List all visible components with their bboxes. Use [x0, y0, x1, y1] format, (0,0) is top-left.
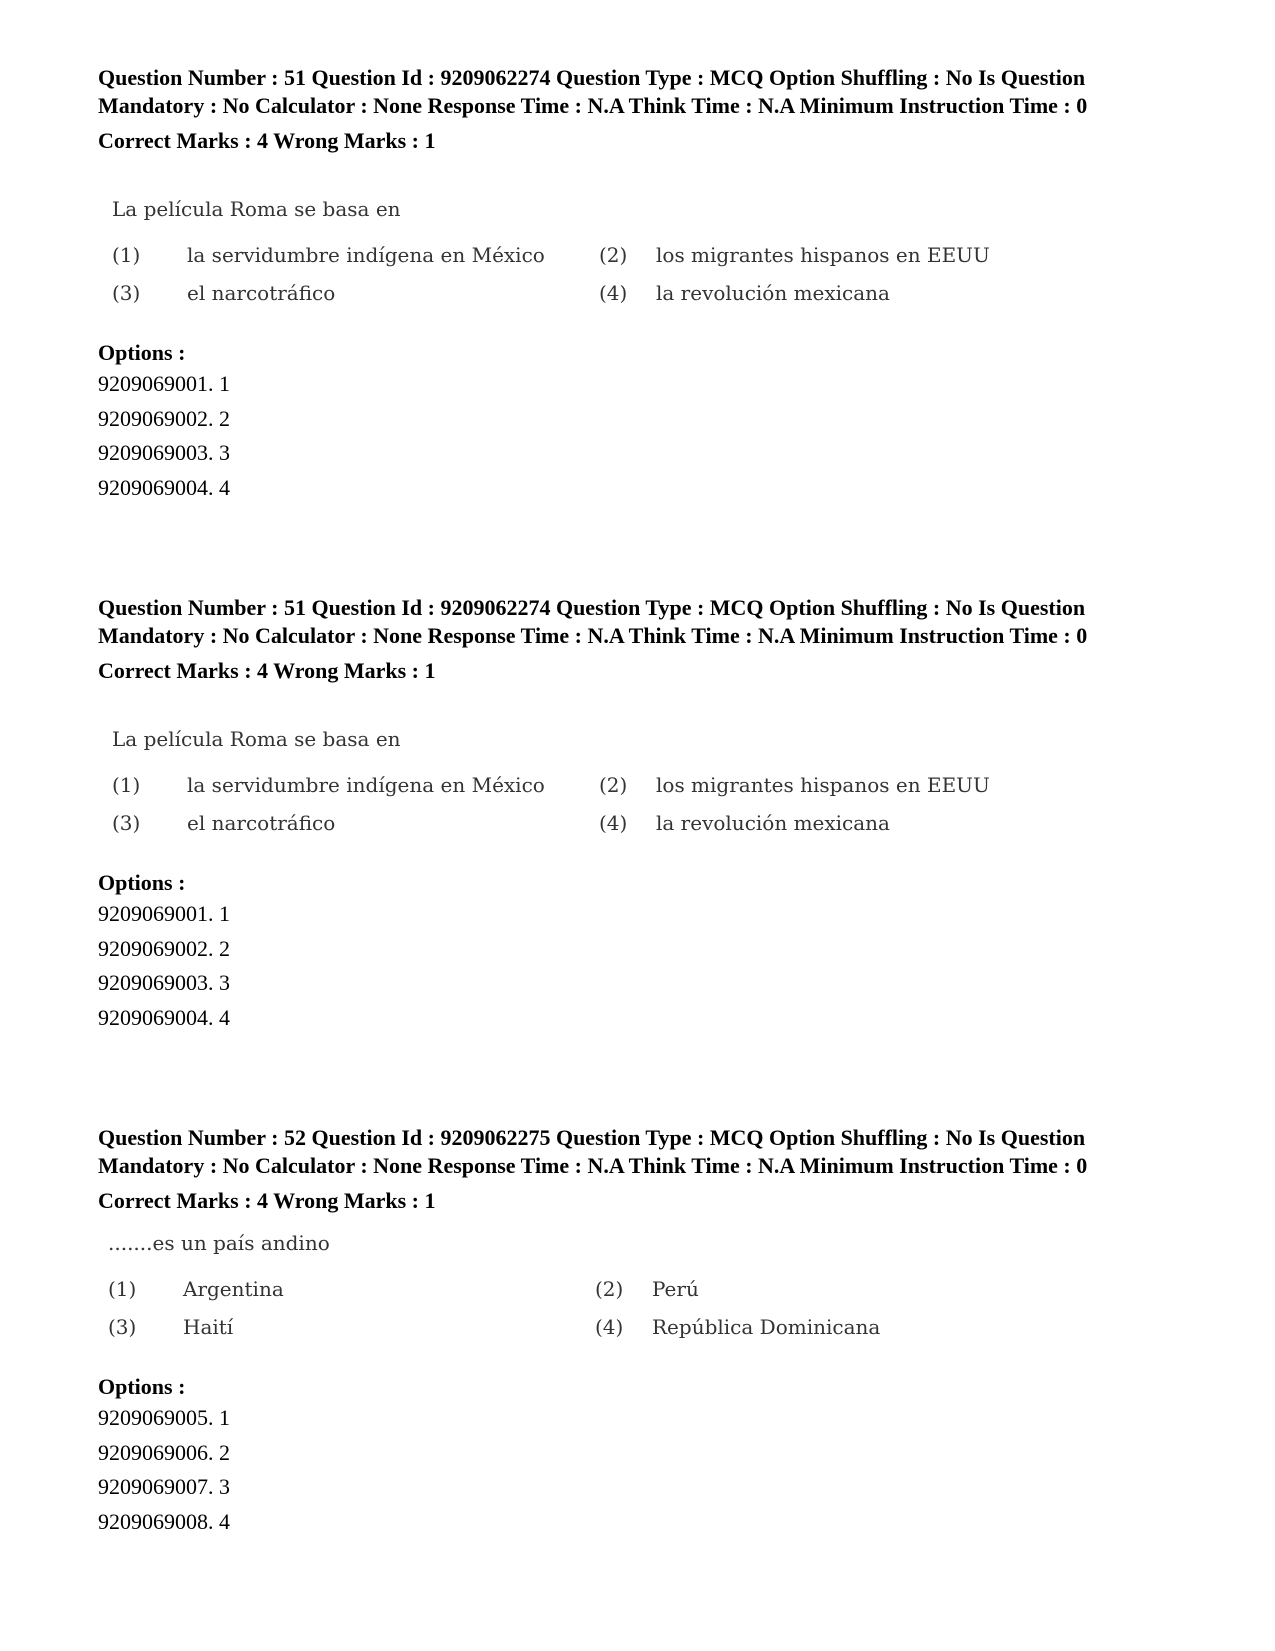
marks-line: Correct Marks : 4 Wrong Marks : 1 [98, 128, 436, 153]
option-line: 9209069006. 2 [98, 1439, 230, 1465]
choice-grid [98, 241, 1178, 307]
choice-text: la revolución mexicana [656, 811, 890, 835]
choice-text: la revolución mexicana [656, 281, 890, 305]
option-line: 9209069007. 3 [98, 1474, 230, 1499]
choice-number: (1) [108, 1277, 137, 1301]
question-header: Question Number : 51 Question Id : 9209062274 Question Type : MCQ Option Shuffling : No Is Question Mandatory : No Calculator : None Response Time : N.A Think Time : N.A Minimum Instruction Time : 0 [98, 65, 1088, 118]
question-header: Question Number : 51 Question Id : 9209062274 Question Type : MCQ Option Shuffling : No Is Question Mandatory : No Calculator : None Response Time : N.A Think Time : N.A Minimum Instruction Time : 0 [98, 595, 1088, 648]
options-label: Options : [98, 340, 186, 365]
marks-line: Correct Marks : 4 Wrong Marks : 1 [98, 1188, 436, 1213]
question-block [98, 1124, 1178, 1539]
question-block [98, 594, 1178, 1035]
choice-number: (4) [595, 1315, 624, 1339]
option-line: 9209069002. 2 [98, 405, 230, 431]
option-line: 9209069004. 4 [98, 474, 230, 500]
choice-number: (2) [599, 243, 628, 267]
question-stem: La película Roma se basa en [112, 727, 401, 751]
choice-text: Haití [183, 1315, 234, 1339]
choice-number: (1) [112, 243, 141, 267]
options-label: Options : [98, 870, 186, 895]
options-label: Options : [98, 1374, 186, 1399]
choice-text: la servidumbre indígena en México [187, 773, 545, 797]
question-stem: .......es un país andino [108, 1231, 330, 1255]
choice-text: Argentina [183, 1277, 284, 1301]
option-line: 9209069003. 3 [98, 440, 230, 465]
question-header: Question Number : 52 Question Id : 9209062275 Question Type : MCQ Option Shuffling : No Is Question Mandatory : No Calculator : None Response Time : N.A Think Time : N.A Minimum Instruction Time : 0 [98, 1125, 1088, 1178]
choice-number: (2) [599, 773, 628, 797]
choice-grid [98, 1275, 1178, 1341]
option-line: 9209069002. 2 [98, 935, 230, 961]
choice-text: los migrantes hispanos en EEUU [656, 243, 990, 267]
choice-number: (1) [112, 773, 141, 797]
option-line: 9209069003. 3 [98, 970, 230, 995]
choice-text: los migrantes hispanos en EEUU [656, 773, 990, 797]
choice-text: la servidumbre indígena en México [187, 243, 545, 267]
question-stem: La película Roma se basa en [112, 197, 401, 221]
choice-text: el narcotráfico [187, 281, 336, 305]
option-line: 9209069005. 1 [98, 1405, 230, 1430]
choice-text: República Dominicana [652, 1315, 881, 1339]
choice-text: el narcotráfico [187, 811, 336, 835]
marks-line: Correct Marks : 4 Wrong Marks : 1 [98, 658, 436, 683]
choice-number: (3) [112, 281, 141, 305]
option-line: 9209069004. 4 [98, 1004, 230, 1030]
choice-number: (4) [599, 281, 628, 305]
question-block [98, 64, 1178, 505]
option-line: 9209069001. 1 [98, 901, 230, 926]
choice-number: (4) [599, 811, 628, 835]
choice-number: (2) [595, 1277, 624, 1301]
choice-number: (3) [108, 1315, 137, 1339]
choice-text: Perú [652, 1277, 699, 1301]
option-line: 9209069001. 1 [98, 371, 230, 396]
choice-number: (3) [112, 811, 141, 835]
option-line: 9209069008. 4 [98, 1508, 230, 1534]
choice-grid [98, 771, 1178, 837]
